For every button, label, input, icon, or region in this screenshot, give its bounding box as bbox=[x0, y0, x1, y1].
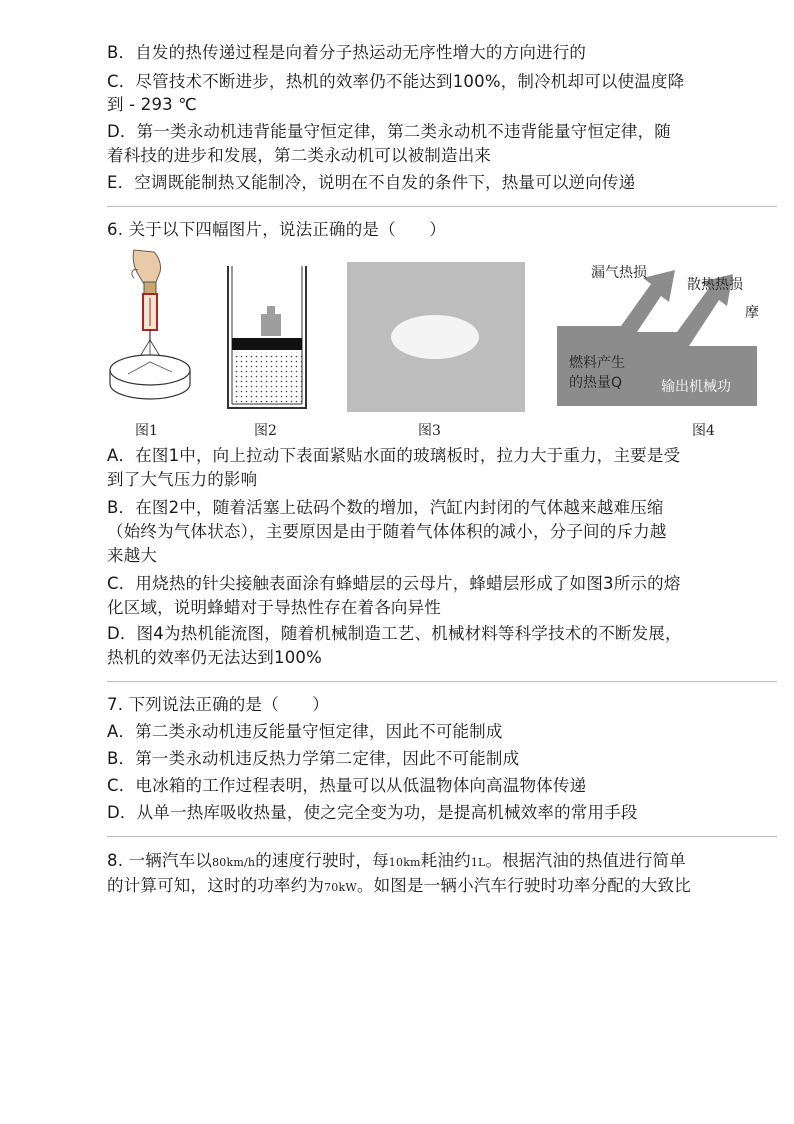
q6-option-d-line2: 热机的效率仍无法达到100% bbox=[107, 648, 322, 667]
q7-option-a: A．第二类永动机违反能量守恒定律，因此不可能制成 bbox=[107, 722, 503, 741]
figure-4-energy-flow bbox=[557, 258, 757, 408]
q5-option-d-line2: 着科技的进步和发展，第二类永动机可以被制造出来 bbox=[107, 146, 492, 165]
q5-option-b: B．自发的热传递过程是向着分子热运动无序性增大的方向进行的 bbox=[107, 43, 587, 62]
figure-1-glass-plate bbox=[104, 248, 194, 410]
q6-option-b-line2: （始终为气体状态），主要原因是由于随着气体体积的减小，分子间的斥力越 bbox=[107, 522, 667, 541]
label-output-work: 输出机械功 bbox=[661, 379, 731, 395]
q8-stem-line2 bbox=[107, 874, 757, 900]
label-cut-text: 摩 bbox=[745, 305, 759, 321]
q6-option-c-line2: 化区域，说明蜂蜡对于导热性存在着各向异性 bbox=[107, 598, 441, 617]
q6-option-c-line1: C．用烧热的针尖接触表面涂有蜂蜡层的云母片，蜂蜡层形成了如图3所示的熔 bbox=[107, 574, 681, 593]
q6-option-d-line1: D．图4为热机能流图，随着机械制造工艺、机械材料等科学技术的不断发展， bbox=[107, 624, 682, 643]
q8-distance: 10km bbox=[388, 856, 421, 869]
q8-text: 。如图是一辆小汽车行驶时功率分配的大致比 bbox=[356, 876, 691, 895]
q7-option-d: D．从单一热库吸收热量，使之完全变为功，是提高机械效率的常用手段 bbox=[107, 803, 638, 822]
divider bbox=[107, 681, 777, 682]
q8-power: 70kW bbox=[324, 881, 357, 894]
q6-option-b-line1: B．在图2中，随着活塞上砝码个数的增加，汽缸内封闭的气体越来越难压缩 bbox=[107, 498, 664, 517]
q6-option-b-line3: 来越大 bbox=[107, 546, 158, 565]
q8-text: 耗油约 bbox=[420, 851, 471, 870]
q8-text: 的计算可知，这时的功率约为 bbox=[107, 876, 325, 895]
q6-stem: 6. 关于以下四幅图片，说法正确的是（ ） bbox=[107, 220, 446, 239]
label-fuel-heat-line2: 的热量Q bbox=[569, 375, 623, 391]
q7-stem: 7. 下列说法正确的是（ ） bbox=[107, 695, 329, 714]
q7-option-c: C．电冰箱的工作过程表明，热量可以从低温物体向高温物体传递 bbox=[107, 776, 587, 795]
q5-option-c-line2: 到 - 293 ℃ bbox=[107, 95, 198, 114]
divider bbox=[107, 206, 777, 207]
label-heat-loss: 散热热损 bbox=[687, 277, 743, 293]
q8-text: 。根据汽油的热值进行简单 bbox=[485, 851, 686, 870]
q6-option-a-line1: A．在图1中，向上拉动下表面紧贴水面的玻璃板时，拉力大于重力，主要是受 bbox=[107, 446, 681, 465]
figure-2-caption: 图2 bbox=[254, 423, 277, 439]
q5-option-d-line1: D．第一类永动机违背能量守恒定律，第二类永动机不违背能量守恒定律，随 bbox=[107, 122, 672, 141]
q8-speed: 80km/h bbox=[212, 856, 256, 869]
label-fuel-heat-line1: 燃料产生 bbox=[569, 355, 625, 371]
q5-option-e: E．空调既能制热又能制冷，说明在不自发的条件下，热量可以逆向传递 bbox=[107, 173, 636, 192]
q8-text: 8. 一辆汽车以 bbox=[107, 851, 213, 870]
figure-3-mica-sheet bbox=[347, 262, 525, 412]
divider bbox=[107, 836, 777, 837]
q6-option-a-line2: 到了大气压力的影响 bbox=[107, 470, 258, 489]
q8-fuel: 1L bbox=[470, 856, 486, 869]
figure-1-caption: 图1 bbox=[135, 423, 158, 439]
q7-option-b: B．第一类永动机违反热力学第二定律，因此不可能制成 bbox=[107, 749, 520, 768]
figure-2-cylinder bbox=[224, 264, 310, 412]
q5-option-c-line1: C．尽管技术不断进步，热机的效率仍不能达到100%，制冷机却可以使温度降 bbox=[107, 72, 685, 91]
q8-text: 的速度行驶时，每 bbox=[255, 851, 389, 870]
q8-stem-line1 bbox=[107, 849, 757, 875]
label-leak-loss: 漏气热损 bbox=[591, 265, 647, 281]
figure-3-caption: 图3 bbox=[418, 423, 441, 439]
figure-4-caption: 图4 bbox=[692, 423, 715, 439]
